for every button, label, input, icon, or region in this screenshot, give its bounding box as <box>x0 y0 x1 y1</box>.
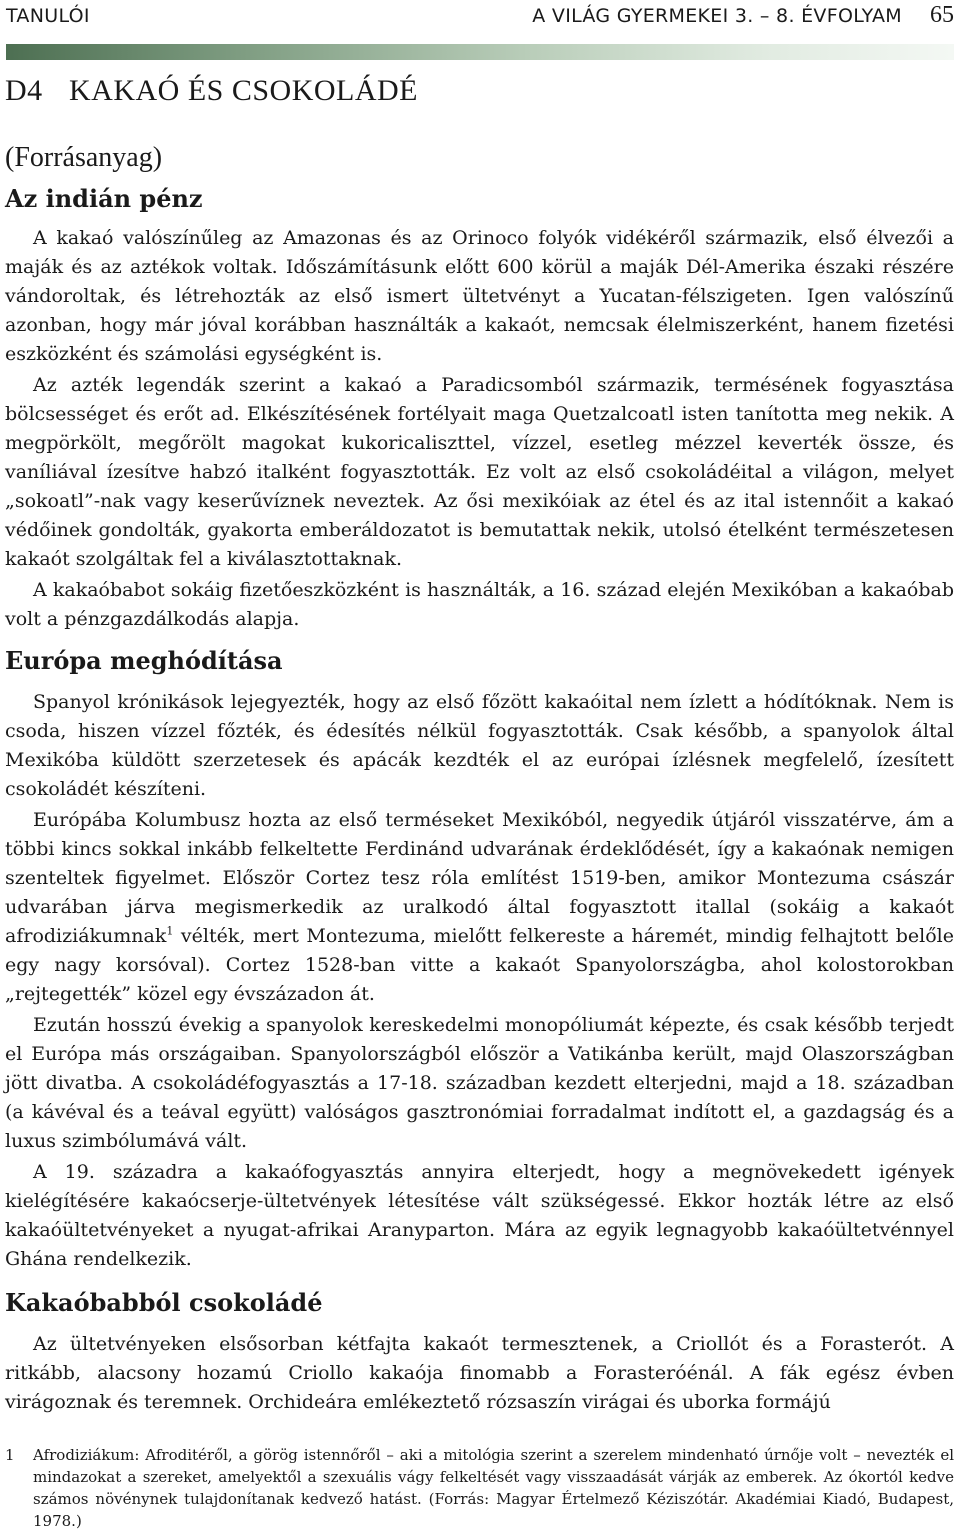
footnote-text: Afrodiziákum: Afroditéről, a görög istennőről – aki a mitológia szerint a szerelem mindenható úrnője volt – nevezték el mindazokat a szereket, amelyektől a szexuális vágy felkeltését vagy visszaadását várják az emberek. Az ókortól kedve számos növénynek tulajdonítanak kedvező hatást. (Forrás: Magyar Értelmező Kéziszótár. Akadémiai Kiadó, Budapest, 1978.) <box>33 1446 954 1530</box>
paragraph: Ezután hosszú évekig a spanyolok kereskedelmi monopóliumát képezte, és csak később terjedt el Európa más országaiban. Spanyolországból először a Vatikánba került, majd Olaszországban jött divatba. A csokoládéfogyasztás a 17-18. században kezdett elterjedni, majd a 18. században (a kávéval és a teával együtt) valóságos gasztronómiai forradalmat indított el, a gazdagság és a luxus szimbólumává vált. <box>5 1014 954 1152</box>
paragraph-text: vélték, mert Montezuma, mielőtt felkereste a háremét, mindig felhajtott belőle egy nagy korsóval). Cortez 1528-ban vitte a kakaót Spanyolországba, ahol kolostorokban „rejtegették” közel egy évszázadon át. <box>5 925 954 1005</box>
footnote-number: 1 <box>5 1446 15 1464</box>
document-code: D4 <box>5 74 43 107</box>
paragraph: A 19. századra a kakaófogyasztás annyira elterjedt, hogy a megnövekedett igények kielégítésére kakaócserje-ültetvények létesítése vált szükségessé. Ekkor hozták létre az első kakaóültetvényeket a nyugat-afrikai Aranyparton. Mára az egyik legnagyobb kakaóültetvénnyel Ghána rendelkezik. <box>5 1161 954 1270</box>
source-label: (Forrásanyag) <box>5 142 163 173</box>
header-gradient-rule <box>6 44 954 60</box>
paragraph: A kakaó valószínűleg az Amazonas és az Orinoco folyók vidékéről származik, első élvezői a maják és az aztékok voltak. Időszámításunk előtt 600 körül a maják Dél-Amerika északi részére vándoroltak, és létrehozták az első ismert ültetvényt a Yucatan-félszigeten. Igen valószínű azonban, hogy már jóval korábban használták a kakaót, nemcsak élelmiszerként, hanem fizetési eszközként és számolási egységként is. <box>5 227 954 365</box>
paragraph: A kakaóbabot sokáig fizetőeszközként is használták, a 16. század elején Mexikóban a kakaóbab volt a pénzgazdálkodás alapja. <box>5 579 954 630</box>
paragraph: Az azték legendák szerint a kakaó a Paradicsomból származik, termésének fogyasztása bölcsességet és erőt ad. Elkészítésének fortélyait maga Quetzalcoatl isten tanította meg nekik. A megpörkölt, megőrölt magokat kukoricaliszttel, vízzel, esetleg mézzel keverték össze, és vaníliával ízesítve habzó italként fogyasztották. Ez volt az első csokoládéital a világon, melyet „sokoatl”-nak vagy keserűvíznek neveztek. Az ősi mexikóiak az étel és az ital istennőit a kakaó védőinek gondolták, gyakorta emberáldozatot is bemutattak nekik, utolsó ételként természetesen kakaót szolgáltak fel a kiválasztottaknak. <box>5 374 954 570</box>
paragraph-with-footnote <box>5 806 954 1009</box>
section-heading-indian: Az indián pénz <box>5 184 203 213</box>
section-heading-chocolate: Kakaóbabból csokoládé <box>5 1288 323 1317</box>
section-heading-europe: Európa meghódítása <box>5 646 283 675</box>
document-title-text: KAKAÓ ÉS CSOKOLÁDÉ <box>69 74 419 107</box>
footnote <box>5 1444 954 1532</box>
footnote-reference[interactable]: 1 <box>166 924 174 938</box>
document-title <box>5 74 954 114</box>
header-series-title: A VILÁG GYERMEKEI 3. – 8. ÉVFOLYAM <box>532 5 902 27</box>
document-body <box>5 74 954 1417</box>
page-number: 65 <box>930 2 954 28</box>
paragraph: Az ültetvényeken elsősorban kétfajta kakaót termesztenek, a Criollót és a Forasterót. A ritkább, alacsony hozamú Criollo kakaója finomabb a Forasteróénál. A fák egész évben virágoznak és teremnek. Orchideára emlékeztető rózsaszín virágai és uborka formájú <box>5 1333 954 1413</box>
paragraph: Spanyol krónikások lejegyezték, hogy az első főzött kakaóital nem ízlett a hódítóknak. Nem is csoda, hiszen vízzel főzték, és édesítés nélkül fogyasztották. Csak később, a spanyolok által Mexikóba küldött szerzetesek és apácák kezdték el az európai ízlésnek megfelelő, ízesített csokoládét készíteni. <box>5 691 954 800</box>
page-header <box>6 2 954 32</box>
header-left-label: TANULÓI <box>6 5 90 27</box>
paragraph-text: Európába Kolumbusz hozta az első terméseket Mexikóból, negyedik útjáról visszatérve, ám a többi kincs sokkal inkább felkeltette Ferdinánd udvarának érdeklődését, így a kakaónak nemigen szenteltek figyelmet. Először Cortez tesz róla említést 1519-ben, amikor Montezuma császár udvarában járva megismerkedik az uralkodó által fogyasztott itallal (sokáig a kakaót afrodiziákumnak <box>5 809 954 947</box>
